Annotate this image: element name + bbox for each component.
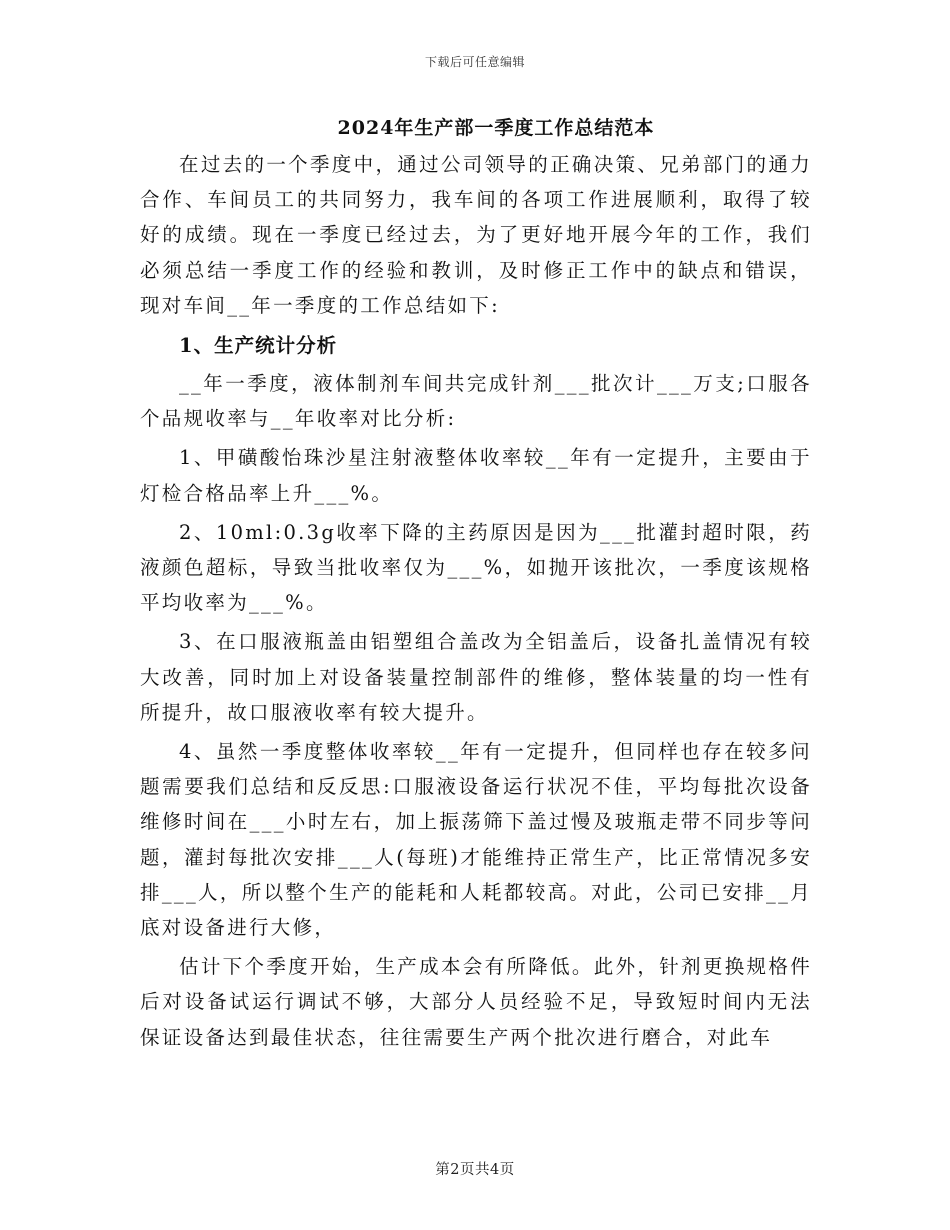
section-heading-production-stats: 1、生产统计分析 xyxy=(179,334,338,358)
document-title: 2024年生产部一季度工作总结范本 xyxy=(337,117,655,139)
list-item-1: 1、甲磺酸怡珠沙星注射液整体收率较__年有一定提升，主要由于灯检合格品率上升___%。 xyxy=(140,446,812,505)
list-item-4-continued: 估计下个季度开始，生产成本会有所降低。此外，针剂更换规格件后对设备试运行调试不够，大部分人员经验不足，导致短时间内无法保证设备达到最佳状态，往往需要生产两个批次进行磨合，对此车 xyxy=(140,955,812,1049)
list-item-3: 3、在口服液瓶盖由铝塑组合盖改为全铝盖后，设备扎盖情况有较大改善，同时加上对设备装量控制部件的维修，整体装量的均一性有所提升，故口服液收率有较大提升。 xyxy=(140,630,812,724)
intro-paragraph: 在过去的一个季度中，通过公司领导的正确决策、兄弟部门的通力合作、车间员工的共同努力，我车间的各项工作进展顺利，取得了较好的成绩。现在一季度已经过去，为了更好地开展今年的工作，我们必须总结一季度工作的经验和教训，及时修正工作中的缺点和错误，现对车间__年一季度的工作总结如下: xyxy=(140,153,812,317)
list-item-2: 2、10ml:0.3g收率下降的主药原因是因为___批灌封超时限，药液颜色超标，导致当批收率仅为___%，如抛开该批次，一季度该规格平均收率为___%。 xyxy=(140,520,812,615)
header-note: 下载后可任意编辑 xyxy=(424,55,525,69)
list-item-4: 4、虽然一季度整体收率较__年有一定提升，但同样也存在较多问题需要我们总结和反反思:口服液设备运行状况不佳，平均每批次设备维修时间在___小时左右，加上振荡筛下盖过慢及玻瓶走带不同步等问题，灌封每批次安排___人(每班)才能维持正常生产，比正常情况多安排___人，所以整个生产的能耗和人耗都较高。对此，公司已安排__月底对设备进行大修， xyxy=(140,740,812,940)
section-summary-paragraph: __年一季度，液体制剂车间共完成针剂___批次计___万支;口服各个品规收率与__年收率对比分析: xyxy=(140,372,812,431)
document-body xyxy=(140,113,812,1055)
page-indicator: 第2页共4页 xyxy=(435,1162,515,1178)
